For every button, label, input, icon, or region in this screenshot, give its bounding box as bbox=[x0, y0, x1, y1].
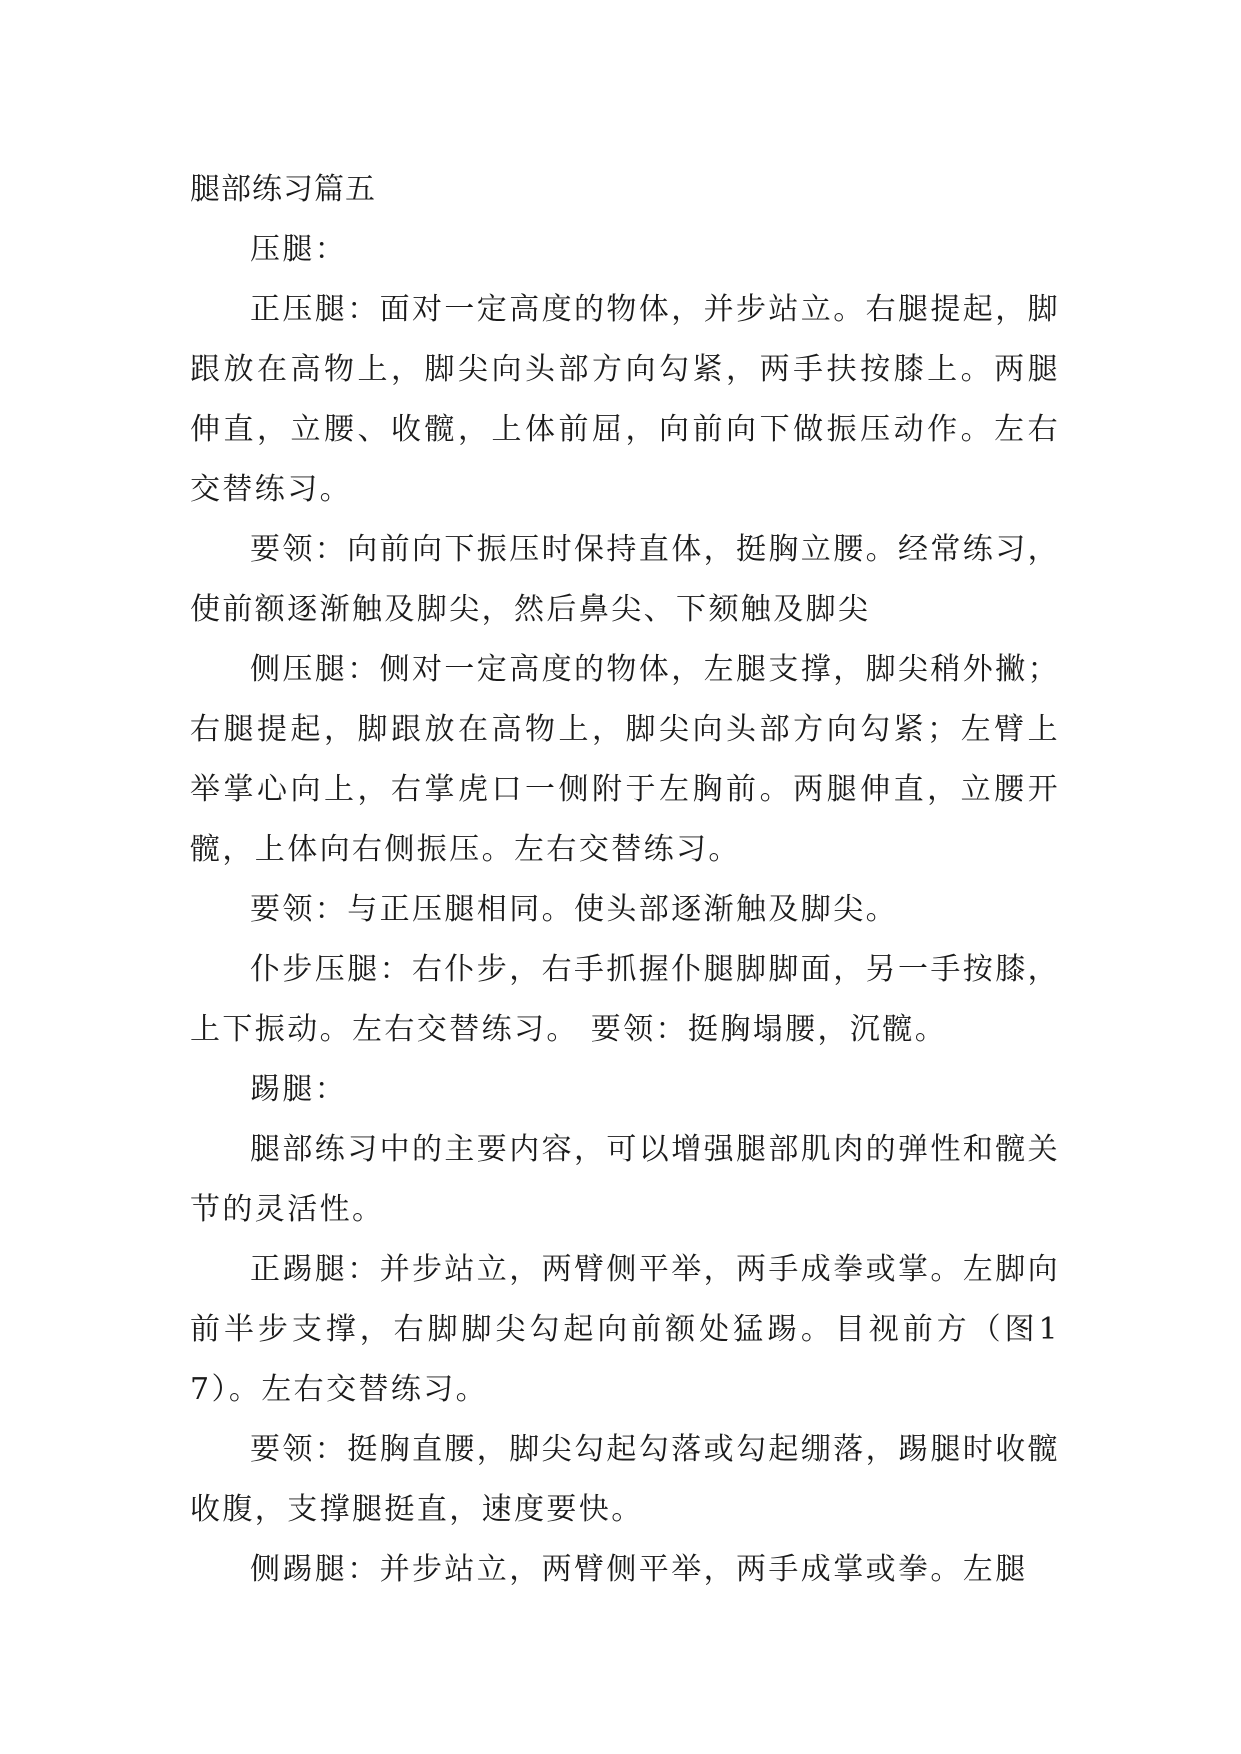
paragraph-front-kick: 正踢腿：并步站立，两臂侧平举，两手成拳或掌。左脚向前半步支撑，右脚脚尖勾起向前额处猛踢。目视前方（图17）。左右交替练习。 bbox=[190, 1252, 1060, 1407]
document-title: 腿部练习篇五 bbox=[190, 172, 376, 207]
paragraph-side-press-leg: 侧压腿：侧对一定高度的物体，左腿支撑，脚尖稍外撇；右腿提起，脚跟放在高物上，脚尖向头部方向勾紧；左臂上举掌心向上，右掌虎口一侧附于左胸前。两腿伸直，立腰开髋，上体向右侧振压。左右交替练习。 bbox=[190, 652, 1060, 867]
paragraph-press-leg-heading: 压腿： bbox=[250, 232, 348, 267]
paragraph-side-press-leg-essentials: 要领：与正压腿相同。使头部逐渐触及脚尖。 bbox=[250, 892, 898, 927]
paragraph-front-press-leg-essentials: 要领：向前向下振压时保持直体，挺胸立腰。经常练习，使前额逐渐触及脚尖，然后鼻尖、下颏触及脚尖 bbox=[190, 532, 1060, 627]
paragraph-side-kick: 侧踢腿：并步站立，两臂侧平举，两手成掌或拳。左腿 bbox=[250, 1552, 1028, 1587]
paragraph-kick-leg-heading: 踢腿： bbox=[250, 1072, 348, 1107]
paragraph-kick-leg-intro: 腿部练习中的主要内容，可以增强腿部肌肉的弹性和髋关节的灵活性。 bbox=[190, 1132, 1060, 1227]
paragraph-crouch-press-leg: 仆步压腿：右仆步，右手抓握仆腿脚脚面，另一手按膝，上下振动。左右交替练习。 要领：挺胸塌腰，沉髋。 bbox=[190, 952, 1060, 1047]
paragraph-front-kick-essentials: 要领：挺胸直腰，脚尖勾起勾落或勾起绷落，踢腿时收髋收腹，支撑腿挺直，速度要快。 bbox=[190, 1432, 1060, 1527]
document-page bbox=[190, 160, 1060, 1600]
paragraph-front-press-leg: 正压腿：面对一定高度的物体，并步站立。右腿提起，脚跟放在高物上，脚尖向头部方向勾紧，两手扶按膝上。两腿伸直，立腰、收髋，上体前屈，向前向下做振压动作。左右交替练习。 bbox=[190, 292, 1060, 507]
